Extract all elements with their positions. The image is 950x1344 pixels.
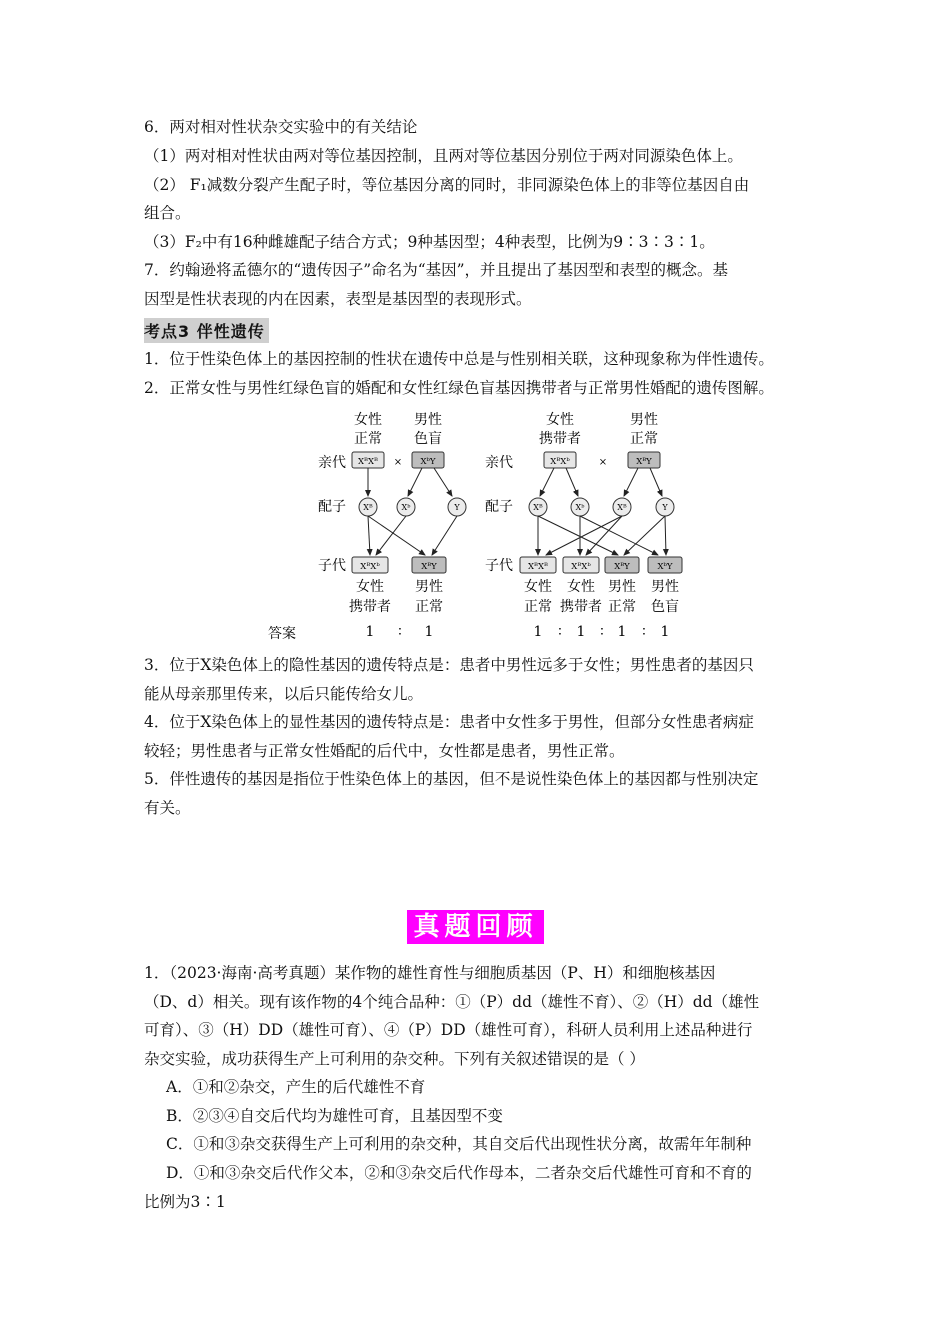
row-label-offspring: 子代 (318, 558, 346, 574)
text-line: 4．位于X染色体上的显性基因的遗传特点是：患者中女性多于男性，但部分女性患者病症 (144, 713, 754, 731)
right-offspring-1-genotype: XᴮXᴮ (528, 562, 548, 572)
left-gamete-3-label: Y (454, 503, 460, 512)
section-heading: 考点3 伴性遗传 (144, 318, 269, 343)
left-offspring-1-label-1: 女性 (356, 579, 384, 595)
option-c[interactable]: C．①和③杂交获得生产上可利用的杂交种，其自交后代出现性状分离，故需年年制种 (166, 1135, 752, 1153)
right-offspring-4-genotype: XᵇY (657, 562, 673, 572)
right-father-label-1: 男性 (630, 412, 658, 428)
right-mother-label-2: 携带者 (539, 431, 581, 447)
text-line: 5．伴性遗传的基因是指位于性染色体上的基因，但不是说性染色体上的基因都与性别决定 (144, 770, 759, 788)
right-ratio-1: 1 (533, 624, 543, 640)
right-offspring-1-label-2: 正常 (524, 599, 552, 615)
text-line: 2．正常女性与男性红绿色盲的婚配和女性红绿色盲基因携带者与正常男性婚配的遗传图解。 (144, 379, 774, 397)
inheritance-diagram (268, 405, 700, 645)
left-mother-label-1: 女性 (354, 412, 382, 428)
right-offspring-1-label-1: 女性 (524, 579, 552, 595)
left-ratio-sep: ∶ (398, 624, 402, 640)
text-line: （2） F₁减数分裂产生配子时，等位基因分离的同时，非同源染色体上的非等位基因自由 (144, 176, 750, 194)
option-d[interactable]: D．①和③杂交后代作父本，②和③杂交后代作母本，二者杂交后代雄性可育和不育的 (166, 1164, 752, 1182)
question-stem-line: 1．（2023·海南·高考真题）某作物的雄性育性与细胞质基因（P、H）和细胞核基因 (144, 964, 716, 982)
review-banner: 真题回顾 (407, 910, 544, 944)
right-mother-genotype: XᴮXᵇ (550, 457, 570, 467)
left-father-label-2: 色盲 (414, 431, 442, 447)
right-ratio-4: 1 (660, 624, 670, 640)
row-label-offspring-right: 子代 (485, 558, 513, 574)
left-offspring-2-label-1: 男性 (415, 579, 443, 595)
right-ratio-sep-2: ∶ (600, 624, 604, 640)
text-line: 能从母亲那里传来，以后只能传给女儿。 (144, 685, 424, 703)
right-cross-symbol: × (598, 457, 608, 468)
right-mother-label-1: 女性 (546, 412, 574, 428)
option-d-continued: 比例为3∶1 (144, 1193, 226, 1211)
text-line: （3）F₂中有16种雌雄配子结合方式；9种基因型；4种表型，比例为9∶3∶3∶1。 (144, 233, 715, 251)
right-ratio-sep-3: ∶ (642, 624, 646, 640)
right-offspring-3-genotype: XᴮY (614, 562, 630, 572)
right-father-label-2: 正常 (630, 431, 658, 447)
right-gamete-3-label: Xᴮ (617, 503, 627, 512)
left-father-genotype: XᵇY (420, 457, 436, 467)
row-label-gametes: 配子 (318, 499, 346, 515)
right-gamete-1-label: Xᴮ (533, 503, 543, 512)
right-ratio-3: 1 (617, 624, 627, 640)
right-father-genotype: XᴮY (636, 457, 652, 467)
left-ratio-2: 1 (424, 624, 434, 640)
left-cross-symbol: × (393, 457, 403, 468)
left-gamete-1-label: Xᴮ (363, 503, 373, 512)
text-line: 3．位于X染色体上的隐性基因的遗传特点是：患者中男性远多于女性；男性患者的基因只 (144, 656, 754, 674)
left-offspring-1-label-2: 携带者 (349, 599, 391, 615)
option-a[interactable]: A．①和②杂交，产生的后代雄性不育 (166, 1078, 426, 1096)
text-line: 有关。 (144, 799, 191, 817)
text-line: 7．约翰逊将孟德尔的“遗传因子”命名为“基因”，并且提出了基因型和表型的概念。基 (144, 261, 729, 279)
text-line: 1．位于性染色体上的基因控制的性状在遗传中总是与性别相关联，这种现象称为伴性遗传。 (144, 350, 774, 368)
right-gamete-2-label: Xᵇ (575, 503, 585, 512)
right-ratio-2: 1 (576, 624, 586, 640)
right-offspring-4-label-2: 色盲 (651, 599, 679, 615)
option-b[interactable]: B．②③④自交后代均为雄性可育，且基因型不变 (166, 1107, 503, 1125)
right-offspring-2-genotype: XᴮXᵇ (571, 562, 591, 572)
question-stem-line: （D、d）相关。现有该作物的4个纯合品种：①（P）dd（雄性不育）、②（H）dd（雄性 (144, 993, 760, 1011)
text-line: （1）两对相对性状由两对等位基因控制，且两对等位基因分别位于两对同源染色体上。 (144, 147, 743, 165)
right-offspring-2-label-2: 携带者 (560, 599, 602, 615)
right-offspring-2-label-1: 女性 (567, 579, 595, 595)
text-line: 6．两对相对性状杂交实验中的有关结论 (144, 118, 418, 136)
left-gamete-2-label: Xᵇ (401, 503, 411, 512)
left-offspring-2-label-2: 正常 (415, 599, 443, 615)
row-label-gametes-right: 配子 (485, 499, 513, 515)
right-offspring-4-label-1: 男性 (651, 579, 679, 595)
left-mother-genotype: XᴮXᴮ (358, 457, 378, 467)
right-offspring-3-label-2: 正常 (608, 599, 636, 615)
question-stem-line: 可育）、③（H）DD（雄性可育）、④（P）DD（雄性可育），科研人员利用上述品种进行 (144, 1021, 753, 1039)
text-line: 因型是性状表现的内在因素，表型是基因型的表现形式。 (144, 290, 532, 308)
left-ratio-1: 1 (365, 624, 375, 640)
right-offspring-3-label-1: 男性 (608, 579, 636, 595)
left-father-label-1: 男性 (414, 412, 442, 428)
row-label-answer: 答案 (268, 626, 296, 642)
left-offspring-2-genotype: XᴮY (421, 562, 437, 572)
row-label-parents-right: 亲代 (485, 455, 513, 471)
text-line: 组合。 (144, 204, 191, 222)
right-ratio-sep-1: ∶ (558, 624, 562, 640)
row-label-parents: 亲代 (318, 455, 346, 471)
question-stem-line: 杂交实验，成功获得生产上可利用的杂交种。下列有关叙述错误的是（ ） (144, 1050, 645, 1068)
left-mother-label-2: 正常 (354, 431, 382, 447)
text-line: 较轻；男性患者与正常女性婚配的后代中，女性都是患者，男性正常。 (144, 742, 625, 760)
left-offspring-1-genotype: XᴮXᵇ (360, 562, 380, 572)
right-gamete-4-label: Y (662, 503, 668, 512)
